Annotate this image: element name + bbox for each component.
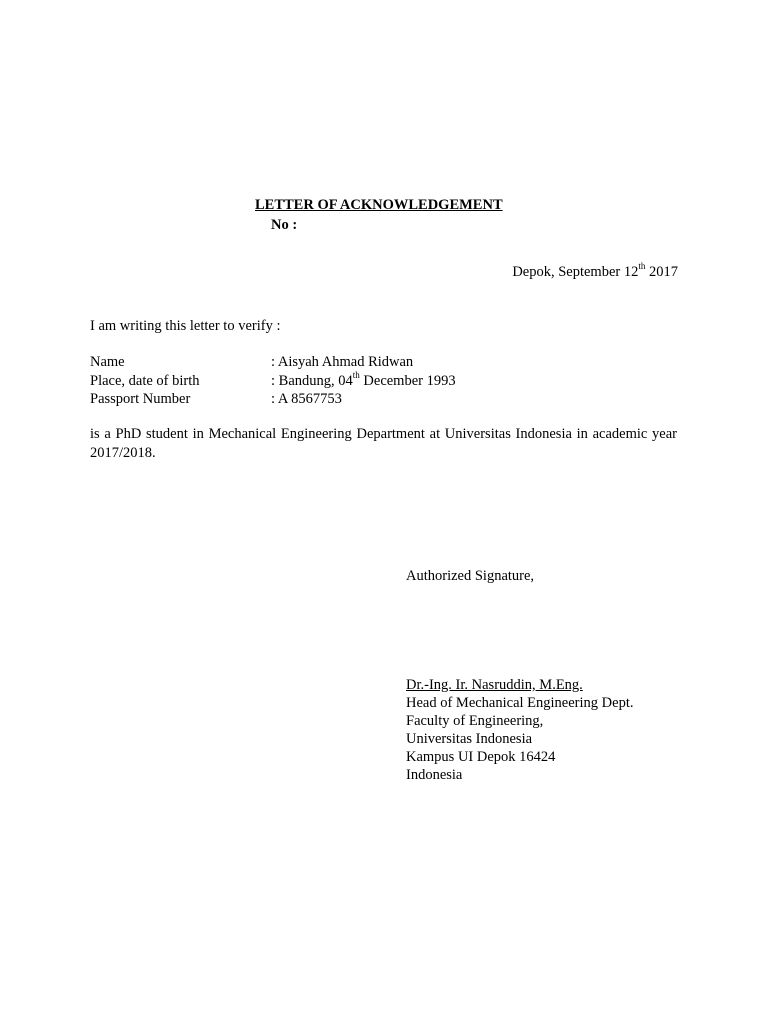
field-value <box>271 369 456 391</box>
identity-fields <box>90 353 456 409</box>
birth-value-prefix: : Bandung, 04 <box>271 372 353 389</box>
field-row-name <box>90 353 456 372</box>
field-value: : A 8567753 <box>271 391 342 407</box>
birth-value-suffix: December 1993 <box>359 372 456 389</box>
signatory-line: Indonesia <box>406 767 463 783</box>
field-value: : Aisyah Ahmad Ridwan <box>271 354 414 370</box>
signatory-line: Kampus UI Depok 16424 <box>406 749 556 765</box>
authorized-signature-label: Authorized Signature, <box>406 568 535 584</box>
field-row-passport <box>90 390 456 409</box>
signatory-line: Faculty of Engineering, <box>406 713 544 729</box>
signatory-line: Universitas Indonesia <box>406 731 533 747</box>
field-label: Passport Number <box>90 391 191 407</box>
letter-number-label: No : <box>271 217 298 233</box>
date-ordinal-suffix: th <box>638 261 646 272</box>
field-row-birth <box>90 369 456 391</box>
statement-text: is a PhD student in Mechanical Engineering Department at Universitas Indonesia in academic year 2017/2018. <box>90 426 677 461</box>
field-label: Name <box>90 354 125 370</box>
field-label: Place, date of birth <box>90 372 200 389</box>
signatory-line: Head of Mechanical Engineering Dept. <box>406 695 634 711</box>
signatory-name: Dr.-Ing. Ir. Nasruddin, M.Eng. <box>406 677 583 693</box>
intro-text: I am writing this letter to verify : <box>90 318 281 334</box>
date-year: 2017 <box>645 264 678 280</box>
birth-ordinal-suffix: th <box>352 369 360 380</box>
signatory-block <box>406 676 633 784</box>
date-prefix: Depok, September 12 <box>512 264 639 280</box>
letter-date <box>512 261 678 281</box>
letter-title: LETTER OF ACKNOWLEDGEMENT <box>255 197 503 213</box>
